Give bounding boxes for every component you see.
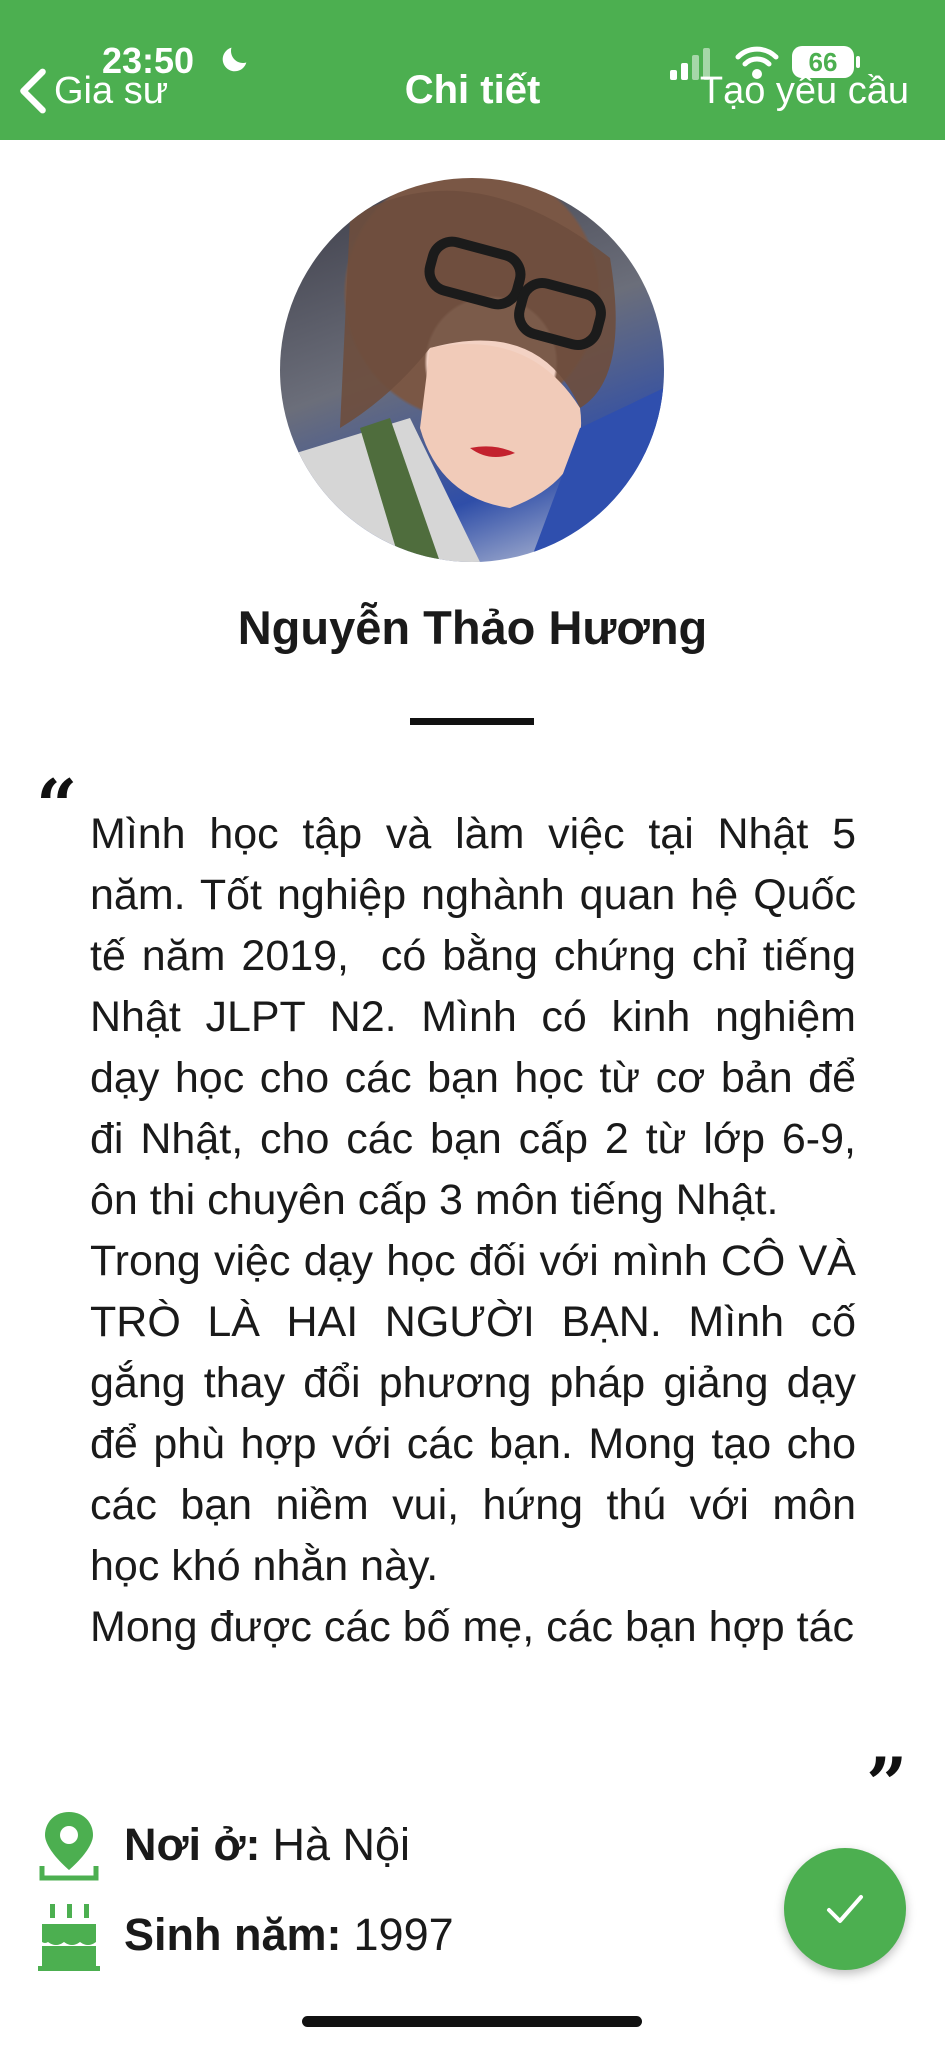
birthday-cake-icon (36, 1898, 102, 1972)
close-quote-icon: ” (866, 1741, 908, 1826)
birth-year-row (36, 1898, 454, 1972)
avatar-photo (280, 178, 664, 562)
navigation-bar (0, 0, 945, 140)
confirm-button[interactable] (784, 1848, 906, 1970)
divider (410, 718, 534, 725)
location-label: Nơi ở: (124, 1819, 261, 1870)
location-row (36, 1808, 410, 1882)
checkmark-icon (821, 1885, 869, 1933)
battery-indicator: 66 (792, 46, 854, 78)
tutor-name: Nguyễn Thảo Hương (237, 601, 708, 654)
birth-year-label: Sinh năm: (124, 1909, 342, 1960)
tutor-bio: Mình học tập và làm việc tại Nhật 5 năm. Tốt nghiệp nghành quan hệ Quốc tế năm 2019, có bằng chứng chỉ tiếng Nhật JLPT N2. Mình có kinh nghiệm dạy học cho các bạn học từ cơ bản để đi Nhật, cho các bạn cấp 2 từ lớp 6-9, ôn thi chuyên cấp 3 môn tiếng Nhật. Trong việc dạy học đối với mình CÔ VÀ TRÒ LÀ HAI NGƯỜI BẠN. Mình cố gắng thay đổi phương pháp giảng dạy để phù hợp với các bạn. Mong tạo cho các bạn niềm vui, hứng thú với môn học khó nhằn này. Mong được các bố mẹ, các bạn hợp tác (90, 810, 856, 1651)
status-time: 23:50 (102, 40, 195, 81)
birth-year-value: 1997 (353, 1909, 454, 1960)
avatar (280, 178, 664, 562)
back-label: Gia sư (54, 69, 169, 112)
map-pin-icon (36, 1808, 102, 1882)
page-title: Chi tiết (404, 68, 541, 112)
location-value: Hà Nội (272, 1819, 411, 1870)
home-indicator (302, 2016, 642, 2027)
create-request-button[interactable]: Tạo yêu cầu (699, 70, 909, 112)
open-quote-icon: “ (36, 763, 78, 848)
